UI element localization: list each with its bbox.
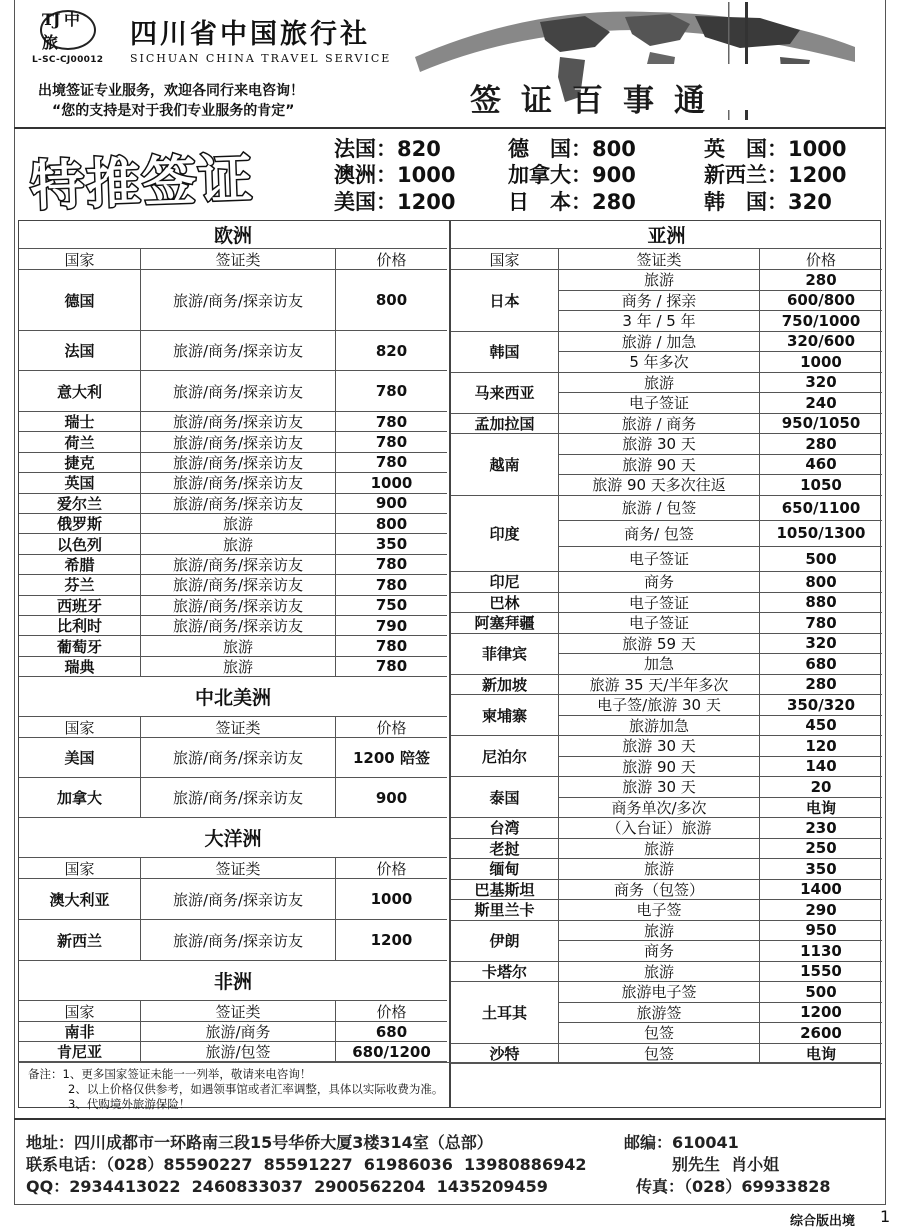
country-cell: 俄罗斯 bbox=[19, 514, 141, 534]
price-cell: 780 bbox=[336, 453, 447, 473]
price-cell: 1200 bbox=[336, 920, 447, 961]
price-cell: 780 bbox=[336, 636, 447, 656]
special-country: 德 国： bbox=[508, 137, 592, 161]
column-header-type: 签证类 bbox=[559, 249, 760, 270]
country-cell: 缅甸 bbox=[451, 859, 559, 880]
visa-type-cell: 商务单次/多次 bbox=[559, 798, 760, 819]
visa-type-cell: 旅游 30 天 bbox=[559, 434, 760, 455]
price-cell: 780 bbox=[336, 555, 447, 575]
visa-type-cell: 旅游 / 加急 bbox=[559, 332, 760, 353]
price-cell: 820 bbox=[336, 331, 447, 371]
price-cell: 500 bbox=[760, 547, 882, 573]
price-cell: 460 bbox=[760, 455, 882, 476]
country-cell: 西班牙 bbox=[19, 596, 141, 616]
special-country: 澳洲： bbox=[334, 163, 397, 187]
price-cell: 240 bbox=[760, 393, 882, 414]
visa-type-cell: 商务/ 包签 bbox=[559, 521, 760, 547]
country-cell: 德国 bbox=[19, 270, 141, 331]
column-header-country: 国家 bbox=[19, 249, 141, 270]
price-cell: 电询 bbox=[760, 1044, 882, 1065]
visa-type-cell: 电子签证 bbox=[559, 593, 760, 614]
country-cell: 斯里兰卡 bbox=[451, 900, 559, 921]
country-cell: 柬埔寨 bbox=[451, 695, 559, 736]
country-cell: 印度 bbox=[451, 496, 559, 573]
footer-qq: QQ：2934413022 2460833037 2900562204 1435209459 bbox=[26, 1177, 548, 1196]
special-price-item bbox=[508, 159, 636, 189]
visa-type-cell: 旅游/商务/探亲访友 bbox=[141, 738, 336, 778]
price-cell: 1200 陪签 bbox=[336, 738, 447, 778]
price-cell: 780 bbox=[336, 371, 447, 412]
price-cell: 1000 bbox=[336, 473, 447, 493]
price-cell: 1050/1300 bbox=[760, 521, 882, 547]
special-price: 800 bbox=[592, 137, 636, 161]
price-cell: 800 bbox=[336, 270, 447, 331]
visa-type-cell: 旅游/商务/探亲访友 bbox=[141, 453, 336, 473]
special-price: 1200 bbox=[788, 163, 847, 187]
visa-type-cell: 旅游 90 天 bbox=[559, 757, 760, 778]
special-price-item bbox=[334, 186, 455, 216]
price-cell: 320/600 bbox=[760, 332, 882, 353]
visa-type-cell: 旅游 bbox=[141, 534, 336, 554]
country-cell: 台湾 bbox=[451, 818, 559, 839]
country-cell: 尼泊尔 bbox=[451, 736, 559, 777]
price-cell: 790 bbox=[336, 616, 447, 636]
country-cell: 日本 bbox=[451, 270, 559, 332]
oceania-section-title: 大洋洲 bbox=[19, 818, 447, 858]
visa-type-cell: 旅游/商务/探亲访友 bbox=[141, 616, 336, 636]
note-2: 2、以上价格仅供参考，如遇领事馆或者汇率调整，具体以实际收费为准。 bbox=[68, 1082, 444, 1096]
special-country: 日 本： bbox=[508, 190, 592, 214]
left-column bbox=[19, 221, 447, 1107]
price-cell: 650/1100 bbox=[760, 496, 882, 522]
country-cell: 印尼 bbox=[451, 572, 559, 593]
header-divider bbox=[14, 127, 886, 129]
visa-type-cell: 旅游 35 天/半年多次 bbox=[559, 675, 760, 696]
price-cell: 950 bbox=[760, 921, 882, 942]
visa-type-cell: 商务（包签） bbox=[559, 880, 760, 901]
country-cell: 泰国 bbox=[451, 777, 559, 818]
price-cell: 1550 bbox=[760, 962, 882, 983]
price-cell: 1000 bbox=[760, 352, 882, 373]
visa-type-cell: 包签 bbox=[559, 1044, 760, 1065]
visa-type-cell: 商务 bbox=[559, 572, 760, 593]
country-cell: 希腊 bbox=[19, 555, 141, 575]
country-cell: 老挝 bbox=[451, 839, 559, 860]
special-price: 1000 bbox=[397, 163, 456, 187]
column-header-country: 国家 bbox=[19, 858, 141, 879]
price-cell: 1200 bbox=[760, 1003, 882, 1024]
country-cell: 菲律宾 bbox=[451, 634, 559, 675]
price-cell: 230 bbox=[760, 818, 882, 839]
column-header-price: 价格 bbox=[336, 249, 447, 270]
country-cell: 阿塞拜疆 bbox=[451, 613, 559, 634]
visa-type-cell: 旅游/商务/探亲访友 bbox=[141, 331, 336, 371]
country-cell: 葡萄牙 bbox=[19, 636, 141, 656]
slogan-line-2: “您的支持是对于我们专业服务的肯定” bbox=[52, 103, 295, 119]
special-price: 280 bbox=[592, 190, 636, 214]
country-cell: 土耳其 bbox=[451, 982, 559, 1044]
special-country: 韩 国： bbox=[704, 190, 788, 214]
visa-type-cell: 旅游 bbox=[559, 839, 760, 860]
price-cell: 320 bbox=[760, 634, 882, 655]
visa-type-cell: 旅游 bbox=[559, 859, 760, 880]
visa-type-cell: 商务 / 探亲 bbox=[559, 291, 760, 312]
visa-type-cell: 旅游/商务/探亲访友 bbox=[141, 575, 336, 595]
price-cell: 1400 bbox=[760, 880, 882, 901]
price-cell: 780 bbox=[760, 613, 882, 634]
visa-type-cell: 旅游 bbox=[559, 921, 760, 942]
country-cell: 瑞典 bbox=[19, 657, 141, 677]
price-cell: 280 bbox=[760, 270, 882, 291]
country-cell: 沙特 bbox=[451, 1044, 559, 1065]
column-header-price: 价格 bbox=[336, 858, 447, 879]
special-price: 320 bbox=[788, 190, 832, 214]
price-cell: 900 bbox=[336, 778, 447, 818]
column-header-type: 签证类 bbox=[141, 1001, 336, 1022]
special-price-item bbox=[704, 159, 846, 189]
visa-type-cell: 旅游/商务/探亲访友 bbox=[141, 412, 336, 432]
special-country: 法国： bbox=[334, 137, 397, 161]
price-cell: 750 bbox=[336, 596, 447, 616]
visa-type-cell: 电子签/旅游 30 天 bbox=[559, 695, 760, 716]
visa-type-cell: （入台证）旅游 bbox=[559, 818, 760, 839]
africa-section-title: 非洲 bbox=[19, 961, 447, 1001]
price-cell: 140 bbox=[760, 757, 882, 778]
country-cell: 爱尔兰 bbox=[19, 494, 141, 514]
visa-type-cell: 旅游 30 天 bbox=[559, 736, 760, 757]
visa-type-cell: 旅游 59 天 bbox=[559, 634, 760, 655]
price-cell: 800 bbox=[336, 514, 447, 534]
column-header-country: 国家 bbox=[19, 1001, 141, 1022]
special-visa-title: 特推签证 bbox=[29, 147, 256, 218]
price-cell: 1050 bbox=[760, 475, 882, 496]
visa-type-cell: 加急 bbox=[559, 654, 760, 675]
special-price: 820 bbox=[397, 137, 441, 161]
price-cell: 350/320 bbox=[760, 695, 882, 716]
special-price: 900 bbox=[592, 163, 636, 187]
country-cell: 法国 bbox=[19, 331, 141, 371]
price-cell: 280 bbox=[760, 675, 882, 696]
column-header-price: 价格 bbox=[336, 1001, 447, 1022]
visa-type-cell: 旅游/商务/探亲访友 bbox=[141, 432, 336, 452]
visa-type-cell: 旅游/商务/探亲访友 bbox=[141, 371, 336, 412]
country-cell: 意大利 bbox=[19, 371, 141, 412]
price-cell: 320 bbox=[760, 373, 882, 394]
footer-postcode: 邮编：610041 bbox=[624, 1133, 739, 1152]
price-cell: 680 bbox=[760, 654, 882, 675]
company-name-cn: 四川省中国旅行社 bbox=[130, 19, 370, 50]
special-country: 加拿大： bbox=[508, 163, 592, 187]
country-cell: 肯尼亚 bbox=[19, 1042, 141, 1062]
visa-type-cell: 旅游/商务/探亲访友 bbox=[141, 920, 336, 961]
footer-address: 地址：四川成都市一环路南三段15号华侨大厦3楼314室（总部） bbox=[26, 1133, 493, 1152]
visa-type-cell: 旅游/商务/探亲访友 bbox=[141, 270, 336, 331]
visa-type-cell: 旅游/商务/探亲访友 bbox=[141, 494, 336, 514]
special-price-item bbox=[704, 186, 832, 216]
visa-type-cell: 旅游签 bbox=[559, 1003, 760, 1024]
country-cell: 卡塔尔 bbox=[451, 962, 559, 983]
visa-type-cell: 旅游/商务/探亲访友 bbox=[141, 473, 336, 493]
visa-type-cell: 旅游 / 包签 bbox=[559, 496, 760, 522]
country-cell: 以色列 bbox=[19, 534, 141, 554]
asia-column bbox=[449, 221, 880, 1107]
footer-contacts: 别先生 肖小姐 bbox=[672, 1155, 780, 1174]
price-cell: 800 bbox=[760, 572, 882, 593]
country-cell: 比利时 bbox=[19, 616, 141, 636]
price-cell: 880 bbox=[760, 593, 882, 614]
price-cell: 20 bbox=[760, 777, 882, 798]
visa-type-cell: 3 年 / 5 年 bbox=[559, 311, 760, 332]
price-cell: 250 bbox=[760, 839, 882, 860]
price-cell: 350 bbox=[760, 859, 882, 880]
price-cell: 1130 bbox=[760, 941, 882, 962]
country-cell: 巴林 bbox=[451, 593, 559, 614]
note-3: 3、代购境外旅游保险！ bbox=[68, 1097, 191, 1111]
visa-price-table bbox=[18, 220, 881, 1108]
asia-section-title: 亚洲 bbox=[451, 221, 882, 249]
visa-type-cell: 商务 bbox=[559, 941, 760, 962]
visa-type-cell: 旅游 bbox=[559, 270, 760, 291]
price-cell: 1000 bbox=[336, 879, 447, 920]
footer-phone: 联系电话：（028）85590227 85591227 61986036 13980886942 bbox=[26, 1155, 587, 1174]
price-cell: 450 bbox=[760, 716, 882, 737]
note-1: 备注：1、更多国家签证未能一一列举，敬请来电咨询！ bbox=[28, 1067, 312, 1081]
country-cell: 加拿大 bbox=[19, 778, 141, 818]
visa-type-cell: 旅游加急 bbox=[559, 716, 760, 737]
column-header-price: 价格 bbox=[336, 717, 447, 738]
slogan-line-1: 出境签证专业服务，欢迎各同行来电咨询！ bbox=[38, 83, 304, 99]
special-country: 新西兰： bbox=[704, 163, 788, 187]
visa-type-cell: 旅游/包签 bbox=[141, 1042, 336, 1062]
america-section-title: 中北美洲 bbox=[19, 677, 447, 717]
notes-section bbox=[18, 1062, 881, 1111]
visa-type-cell: 旅游 bbox=[141, 514, 336, 534]
price-cell: 2600 bbox=[760, 1023, 882, 1044]
visa-type-cell: 旅游 30 天 bbox=[559, 777, 760, 798]
visa-type-cell: 旅游 bbox=[559, 373, 760, 394]
country-cell: 瑞士 bbox=[19, 412, 141, 432]
visa-type-cell: 旅游/商务/探亲访友 bbox=[141, 596, 336, 616]
visa-type-cell: 旅游/商务/探亲访友 bbox=[141, 778, 336, 818]
country-cell: 越南 bbox=[451, 434, 559, 496]
price-cell: 900 bbox=[336, 494, 447, 514]
price-cell: 780 bbox=[336, 432, 447, 452]
country-cell: 捷克 bbox=[19, 453, 141, 473]
country-cell: 韩国 bbox=[451, 332, 559, 373]
footer-divider bbox=[14, 1118, 886, 1120]
country-cell: 孟加拉国 bbox=[451, 414, 559, 435]
price-cell: 500 bbox=[760, 982, 882, 1003]
price-cell: 780 bbox=[336, 575, 447, 595]
country-cell: 伊朗 bbox=[451, 921, 559, 962]
price-cell: 280 bbox=[760, 434, 882, 455]
country-cell: 美国 bbox=[19, 738, 141, 778]
page-number: 1 bbox=[880, 1207, 891, 1226]
visa-type-cell: 电子签 bbox=[559, 900, 760, 921]
country-cell: 澳大利亚 bbox=[19, 879, 141, 920]
visa-type-cell: 5 年多次 bbox=[559, 352, 760, 373]
license-code: L-SC-CJ00012 bbox=[32, 55, 104, 65]
column-header-price: 价格 bbox=[760, 249, 882, 270]
visa-type-cell: 电子签证 bbox=[559, 393, 760, 414]
country-cell: 马来西亚 bbox=[451, 373, 559, 414]
visa-type-cell: 旅游 90 天 bbox=[559, 455, 760, 476]
company-logo bbox=[40, 10, 96, 50]
visa-type-cell: 旅游/商务 bbox=[141, 1022, 336, 1042]
price-cell: 350 bbox=[336, 534, 447, 554]
price-cell: 750/1000 bbox=[760, 311, 882, 332]
price-cell: 电询 bbox=[760, 798, 882, 819]
banner-title: 签证百事通 bbox=[470, 83, 725, 119]
visa-type-cell: 旅游/商务/探亲访友 bbox=[141, 879, 336, 920]
visa-type-cell: 电子签证 bbox=[559, 613, 760, 634]
column-header-type: 签证类 bbox=[141, 717, 336, 738]
visa-type-cell: 旅游 90 天多次往返 bbox=[559, 475, 760, 496]
country-cell: 荷兰 bbox=[19, 432, 141, 452]
visa-type-cell: 旅游 / 商务 bbox=[559, 414, 760, 435]
column-header-type: 签证类 bbox=[141, 249, 336, 270]
country-cell: 南非 bbox=[19, 1022, 141, 1042]
price-cell: 680 bbox=[336, 1022, 447, 1042]
logo-text: TJ 中旅 bbox=[42, 10, 80, 52]
price-cell: 290 bbox=[760, 900, 882, 921]
price-cell: 600/800 bbox=[760, 291, 882, 312]
country-cell: 芬兰 bbox=[19, 575, 141, 595]
special-price: 1200 bbox=[397, 190, 456, 214]
price-cell: 120 bbox=[760, 736, 882, 757]
country-cell: 新西兰 bbox=[19, 920, 141, 961]
visa-type-cell: 旅游 bbox=[141, 636, 336, 656]
country-cell: 巴基斯坦 bbox=[451, 880, 559, 901]
company-name-en: SICHUAN CHINA TRAVEL SERVICE bbox=[130, 52, 392, 65]
column-header-country: 国家 bbox=[19, 717, 141, 738]
special-price-item bbox=[334, 159, 455, 189]
visa-type-cell: 包签 bbox=[559, 1023, 760, 1044]
column-header-type: 签证类 bbox=[141, 858, 336, 879]
country-cell: 英国 bbox=[19, 473, 141, 493]
special-price-item bbox=[508, 186, 636, 216]
price-cell: 950/1050 bbox=[760, 414, 882, 435]
price-cell: 780 bbox=[336, 657, 447, 677]
special-price: 1000 bbox=[788, 137, 847, 161]
visa-type-cell: 电子签证 bbox=[559, 547, 760, 573]
special-country: 英 国： bbox=[704, 137, 788, 161]
visa-type-cell: 旅游电子签 bbox=[559, 982, 760, 1003]
country-cell: 新加坡 bbox=[451, 675, 559, 696]
footer-fax: 传真：（028）69933828 bbox=[636, 1177, 831, 1196]
column-header-country: 国家 bbox=[451, 249, 559, 270]
visa-type-cell: 旅游 bbox=[559, 962, 760, 983]
page-section-label: 综合版出境 bbox=[790, 1214, 856, 1229]
visa-type-cell: 旅游/商务/探亲访友 bbox=[141, 555, 336, 575]
price-cell: 780 bbox=[336, 412, 447, 432]
special-country: 美国： bbox=[334, 190, 397, 214]
price-cell: 680/1200 bbox=[336, 1042, 447, 1062]
visa-type-cell: 旅游 bbox=[141, 657, 336, 677]
europe-section-title: 欧洲 bbox=[19, 221, 447, 249]
